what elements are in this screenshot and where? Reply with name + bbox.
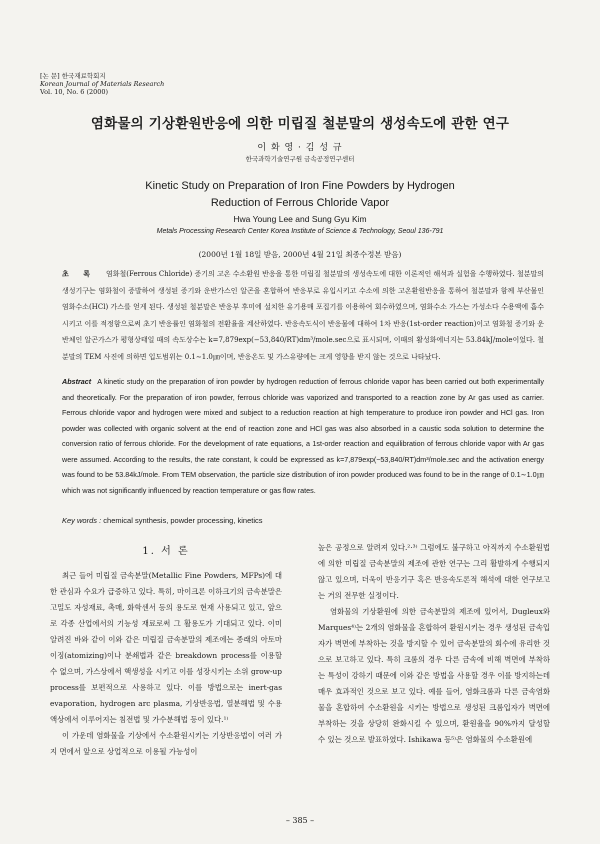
affiliation-korean: 한국과학기술연구원 금속공정연구센터 — [245, 155, 355, 163]
body-paragraph: 이 가운데 염화물을 기상에서 수소환원시키는 기상반응법이 여러 가지 면에서 앞으로 상업적으로 이용될 가능성이 — [50, 731, 282, 756]
abstract-korean — [62, 266, 544, 365]
abstract-english — [62, 374, 544, 498]
journal-volume: Vol. 10, No. 6 (2000) — [40, 88, 109, 96]
abstract-korean-text: 염화철(Ferrous Chloride) 증기의 고온 수소환원 반응을 통한 미립질 철분말의 생성속도에 대한 이론적인 해석과 실험을 수행하였다. 철분말의 생성기구는 염화철이 증발하여 생성된 증기와 운반가스인 알곤을 혼합하여 반응부로 유입시키고 수소에 의한 고온환원반응을 통하여 철분말과 함께 부산물인 염화수소(HCl) 가스를 얻게 된다. 생성된 철분말은 반응부 후미에 설치한 유기용매 포집기를 이용하여 회수하였으며, 염화수소 가스는 가성소다 수용액에 흡수시키고 이를 적정함으로써 초기 반응률인 염화철의 전환율을 계산하였다. 반응속도식이 반응물에 대하여 1차 반응(1st-order reaction)이고 염화철 증기와 운반체인 알곤가스가 평형상태일 때의 속도상수는 k=7,879exp(−53,840/RT)dm³/mole.sec으로 표시되며, 이때의 활성화에너지는 53.84kJ/mole이었다. 철분말의 TEM 사진에 의하면 입도범위는 0.1∼1.0㎛이며, 반응온도 및 가스유량에는 크게 영향을 받지 않는 것으로 나타났다. — [62, 270, 545, 361]
authors-korean: 이 화 영 · 김 성 규 — [257, 143, 343, 153]
abstract-korean-label: 초 록 — [62, 269, 97, 278]
keywords-text: chemical synthesis, powder processing, kinetics — [103, 516, 263, 525]
authors-english: Hwa Young Lee and Sung Gyu Kim — [233, 214, 367, 224]
body-paragraph: 높은 공정으로 알려져 있다.²·³⁾ 그럼에도 불구하고 아직까지 수소환원법에 의한 미립질 금속분말의 제조에 관한 연구는 그리 활발하게 수행되지 않고 있으며, 더욱이 반응기구 혹은 반응속도론적 해석에 대한 연구보고는 거의 전무한 실정이다. — [318, 543, 550, 600]
journal-korean-name: [논 문] 한국재료학회지 — [40, 72, 106, 80]
body-column-right — [318, 540, 550, 748]
abstract-english-label: Abstract — [62, 377, 92, 386]
body-paragraph: 염화물의 기상환원에 의한 금속분말의 제조에 있어서, Dugleux와 Marques⁴⁾는 2개의 염화물을 혼합하여 환원시키는 경우 생성된 금속입자가 벽면에 부착하는 것을 방지할 수 있어 금속분말의 회수에 유리한 것으로 보고하고 있다. 특히 크롬의 경우 다른 금속에 비해 벽면에 부착하는 특성이 강하기 때문에 이와 같은 방법을 사용할 경우 이를 방지하는데 매우 효과적인 것으로 보고 있다. 예를 들어, 염화크롬과 다른 금속염화물을 혼합하여 수소환원을 시키는 방법으로 생성된 크롬입자가 벽면에 부착하는 것을 상당히 완화시킬 수 있으며, 환원율을 90%까지 달성할 수 있는 것으로 발표하였다. Ishikawa 등⁵⁾은 염화물의 수소환원에 — [318, 607, 550, 744]
title-korean: 염화물의 기상환원반응에 의한 미립질 철분말의 생성속도에 관한 연구 — [90, 116, 510, 132]
body-paragraph: 최근 들어 미립질 금속분말(Metallic Fine Powders, MFPs)에 대한 관심과 수요가 급증하고 있다. 특히, 마이크론 이하크기의 금속분말은 고밀도 자성재료, 촉매, 화학센서 등의 용도로 현재 사용되고 있고, 앞으로 각종 산업에서의 기능성 재료로써 그 활용도가 기대되고 있다. 이미 알려진 바와 같이 이와 같은 미립질 금속분말의 제조에는 종래의 아토마이징(atomizing)이나 분쇄법과 같은 breakdown process를 이용할 수 없으며, 가스상에서 핵생성을 시키고 이를 성장시키는 소위 grow-up process를 보편적으로 사용하고 있다. 이를 방법으로는 inert-gas evaporation, hydrogen arc plasma, 기상반응법, 열분해법 및 수용액상에서 이루어지는 침전법 및 가수분해법 등이 있다.¹⁾ — [50, 571, 282, 724]
journal-header — [40, 72, 164, 96]
title-english — [0, 178, 600, 212]
body-column-left — [50, 540, 282, 760]
keywords — [62, 516, 544, 525]
affiliation-english: Metals Processing Research Center Korea Institute of Science & Technology, Seoul 136-791 — [156, 228, 444, 235]
page-number: – 385 – — [285, 816, 315, 825]
abstract-english-text: A kinetic study on the preparation of iron powder by hydrogen reduction of ferrous chloride vapor has been carried out both experimentally and theoretically. For the preparation of iron powder, ferrous chloride was vaporized and transported to a reaction zone by Ar gas used as carrier. Ferrous chloride vapor and hydrogen were mixed and subject to a reduction reaction at high temperature to produce iron powder and HCl gas. Iron powder was collected with organic solvent at the end of reaction zone and HCl gas was also absorbed in a caustic soda solution to determine the conversion ratio of ferrous chloride. For the development of rate equations, a 1st-order reaction and equilibration of ferrous chloride vapor with Ar gas were assumed. According to the results, the rate constant, k could be expressed as k=7,879exp(−53,840/RT)dm³/mole.sec and the activation energy was found to be 53.84kJ/mole. From TEM observation, the particle size distribution of iron powder produced was found to be in the range of 0.1∼1.0㎛ which was not significantly influenced by reaction temperature or gas flow rates. — [62, 377, 545, 495]
journal-english-name: Korean Journal of Materials Research — [40, 80, 165, 88]
title-english-line1: Kinetic Study on Preparation of Iron Fine Powders by Hydrogen — [145, 180, 455, 192]
title-english-line2: Reduction of Ferrous Chloride Vapor — [210, 197, 390, 209]
keywords-label: Key words : — [62, 516, 102, 525]
received-dates: (2000년 1월 18일 받음, 2000년 4월 21일 최종수정본 받음) — [198, 250, 402, 259]
section-heading-introduction: 1. 서 론 — [142, 546, 190, 557]
